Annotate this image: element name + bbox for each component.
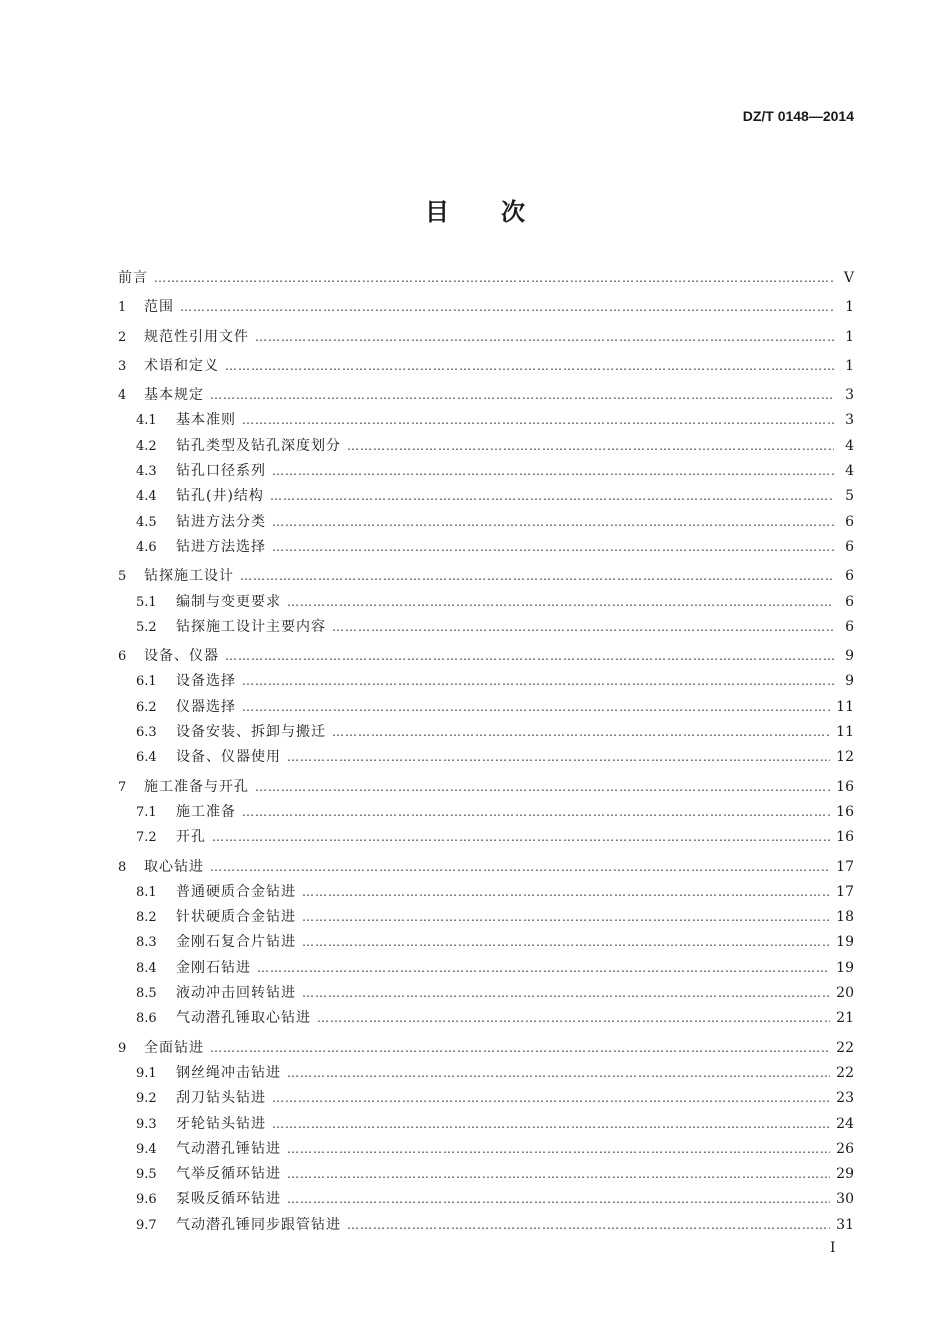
toc-leader-dots <box>287 1061 830 1086</box>
toc-entry-page: 4 <box>845 463 854 480</box>
toc-entry-number: 8.6 <box>136 1011 157 1027</box>
toc-entry-label: 范围 <box>144 299 174 316</box>
toc-entry-number: 7.2 <box>136 830 157 846</box>
toc-entry[interactable] <box>118 408 854 433</box>
toc-entry-page: 31 <box>836 1216 854 1233</box>
toc-entry-number: 7.1 <box>136 804 157 820</box>
page-title: 目次 <box>425 198 577 226</box>
toc-entry-number: 4.2 <box>136 438 157 454</box>
toc-leader-dots <box>210 1036 830 1061</box>
toc-entry[interactable] <box>118 720 854 745</box>
toc-leader-dots <box>242 408 834 433</box>
toc-leader-dots <box>287 1137 830 1162</box>
toc-entry-number: 6.1 <box>136 674 157 690</box>
toc-entry-number: 3 <box>118 358 127 374</box>
toc-entry[interactable] <box>118 459 854 484</box>
toc-entry-page: 11 <box>836 698 854 715</box>
toc-entry-number: 9.2 <box>136 1091 157 1107</box>
toc-leader-dots <box>255 325 834 350</box>
toc-entry-page: 19 <box>836 959 854 976</box>
toc-entry-page: 6 <box>845 538 854 555</box>
toc-entry-label: 钻孔类型及钻孔深度划分 <box>176 437 341 454</box>
toc-leader-dots <box>225 644 834 669</box>
toc-entry-label: 规范性引用文件 <box>144 328 249 345</box>
toc-leader-dots <box>212 825 830 850</box>
toc-entry[interactable] <box>118 825 854 850</box>
toc-entry-page: 1 <box>845 357 854 374</box>
toc-entry[interactable] <box>118 1162 854 1187</box>
toc-leader-dots <box>242 695 830 720</box>
toc-leader-dots <box>332 615 834 640</box>
toc-entry-label: 金刚石复合片钻进 <box>176 934 296 951</box>
toc-entry-label: 钻进方法选择 <box>176 538 266 555</box>
toc-entry-page: 3 <box>845 412 854 429</box>
toc-entry-page: 12 <box>836 749 854 766</box>
toc-entry-label: 泵吸反循环钻进 <box>176 1191 281 1208</box>
toc-entry[interactable] <box>118 669 854 694</box>
toc-entry[interactable] <box>118 775 854 800</box>
toc-entry-number: 5.2 <box>136 619 157 635</box>
toc-leader-dots <box>154 266 834 291</box>
toc-entry-page: 17 <box>836 858 854 875</box>
toc-entry-label: 液动冲击回转钻进 <box>176 985 296 1002</box>
toc-entry-number: 5.1 <box>136 594 157 610</box>
toc-entry-label: 设备选择 <box>176 673 236 690</box>
toc-entry-number: 1 <box>118 300 127 316</box>
toc-entry[interactable] <box>118 1137 854 1162</box>
toc-entry[interactable] <box>118 956 854 981</box>
toc-entry-number: 4.4 <box>136 489 157 505</box>
toc-entry-page: 21 <box>836 1010 854 1027</box>
toc-entry-label: 气动潜孔锤取心钻进 <box>176 1010 311 1027</box>
toc-entry-label: 钻进方法分类 <box>176 513 266 530</box>
toc-entry-page: 16 <box>836 778 854 795</box>
toc-entry-number: 9.4 <box>136 1141 157 1157</box>
toc-entry-page: 4 <box>845 437 854 454</box>
toc-entry[interactable] <box>118 295 854 320</box>
toc-entry-label: 施工准备 <box>176 803 236 820</box>
toc-entry-label: 钢丝绳冲击钻进 <box>176 1064 281 1081</box>
toc-entry-label: 仪器选择 <box>176 698 236 715</box>
toc-entry[interactable] <box>118 383 854 408</box>
toc-entry[interactable] <box>118 981 854 1006</box>
toc-entry[interactable] <box>118 800 854 825</box>
toc-leader-dots <box>255 775 830 800</box>
toc-entry[interactable] <box>118 1187 854 1212</box>
toc-entry-number: 7 <box>118 779 127 795</box>
table-of-contents <box>118 266 854 1238</box>
toc-entry-label: 术语和定义 <box>144 357 219 374</box>
toc-entry[interactable] <box>118 510 854 535</box>
toc-leader-dots <box>180 295 834 320</box>
toc-entry-label: 编制与变更要求 <box>176 593 281 610</box>
toc-entry[interactable] <box>118 880 854 905</box>
toc-entry-number: 9.5 <box>136 1167 157 1183</box>
toc-entry-page: 22 <box>836 1039 854 1056</box>
toc-entry-number: 6.2 <box>136 699 157 715</box>
toc-entry-label: 全面钻进 <box>144 1039 204 1056</box>
toc-entry[interactable] <box>118 930 854 955</box>
toc-entry-label: 钻探施工设计主要内容 <box>176 618 326 635</box>
toc-entry-number: 8 <box>118 859 127 875</box>
toc-leader-dots <box>240 564 834 589</box>
toc-entry-label: 取心钻进 <box>144 858 204 875</box>
toc-entry-label: 针状硬质合金钻进 <box>176 909 296 926</box>
toc-entry-label: 基本准则 <box>176 412 236 429</box>
toc-entry[interactable] <box>118 905 854 930</box>
toc-entry[interactable] <box>118 644 854 669</box>
toc-entry-label: 牙轮钻头钻进 <box>176 1115 266 1132</box>
toc-leader-dots <box>302 930 830 955</box>
toc-entry-number: 9.3 <box>136 1116 157 1132</box>
toc-entry-page: 24 <box>836 1115 854 1132</box>
document-code: DZ/T 0148—2014 <box>742 108 854 124</box>
toc-entry-page: 16 <box>836 803 854 820</box>
toc-entry-page: 1 <box>845 299 854 316</box>
toc-entry-label: 钻孔口径系列 <box>176 463 266 480</box>
toc-leader-dots <box>242 800 830 825</box>
toc-leader-dots <box>210 383 834 408</box>
toc-leader-dots <box>272 459 834 484</box>
toc-leader-dots <box>287 590 834 615</box>
toc-entry-number: 6.3 <box>136 725 157 741</box>
toc-entry[interactable] <box>118 325 854 350</box>
toc-entry-label: 开孔 <box>176 829 206 846</box>
toc-leader-dots <box>225 354 834 379</box>
toc-entry[interactable] <box>118 354 854 379</box>
toc-entry-number: 4.3 <box>136 464 157 480</box>
toc-entry-page: 17 <box>836 883 854 900</box>
toc-entry-page: 23 <box>836 1090 854 1107</box>
toc-leader-dots <box>242 669 834 694</box>
toc-entry-number: 4 <box>118 388 127 404</box>
toc-leader-dots <box>287 1187 830 1212</box>
toc-leader-dots <box>302 905 830 930</box>
toc-entry-number: 4.6 <box>136 539 157 555</box>
toc-leader-dots <box>302 880 830 905</box>
toc-entry-label: 钻孔(井)结构 <box>176 488 264 505</box>
toc-leader-dots <box>272 1112 830 1137</box>
toc-leader-dots <box>272 510 834 535</box>
toc-leader-dots <box>347 1213 830 1238</box>
toc-entry-number: 4.1 <box>136 413 157 429</box>
toc-entry-label: 施工准备与开孔 <box>144 778 249 795</box>
toc-entry-number: 5 <box>118 569 127 585</box>
toc-entry[interactable] <box>118 615 854 640</box>
toc-entry[interactable] <box>118 1006 854 1031</box>
page-number: Ⅰ <box>830 1240 836 1256</box>
toc-entry[interactable] <box>118 266 854 291</box>
toc-entry-number: 4.5 <box>136 514 157 530</box>
toc-entry-page: Ⅴ <box>843 270 854 286</box>
toc-entry-number: 8.4 <box>136 960 157 976</box>
toc-entry-page: 1 <box>845 328 854 345</box>
toc-entry-label: 刮刀钻头钻进 <box>176 1090 266 1107</box>
toc-entry-label: 气举反循环钻进 <box>176 1166 281 1183</box>
toc-leader-dots <box>317 1006 830 1031</box>
toc-entry-label: 设备安装、拆卸与搬迁 <box>176 724 326 741</box>
toc-entry-page: 20 <box>836 985 854 1002</box>
toc-entry-page: 6 <box>845 568 854 585</box>
toc-entry-label: 金刚石钻进 <box>176 959 251 976</box>
toc-entry-page: 16 <box>836 829 854 846</box>
toc-leader-dots <box>302 981 830 1006</box>
toc-entry-page: 5 <box>845 488 854 505</box>
toc-entry[interactable] <box>118 590 854 615</box>
toc-entry[interactable] <box>118 564 854 589</box>
toc-entry-number: 8.1 <box>136 884 157 900</box>
toc-entry-page: 6 <box>845 593 854 610</box>
toc-leader-dots <box>287 1162 830 1187</box>
toc-entry-page: 9 <box>845 648 854 665</box>
toc-entry-page: 11 <box>836 724 854 741</box>
toc-leader-dots <box>347 434 834 459</box>
toc-entry[interactable] <box>118 484 854 509</box>
toc-entry[interactable] <box>118 1213 854 1238</box>
toc-entry-label: 气动潜孔锤钻进 <box>176 1140 281 1157</box>
toc-entry-page: 22 <box>836 1064 854 1081</box>
toc-entry-number: 8.3 <box>136 935 157 951</box>
toc-entry[interactable] <box>118 434 854 459</box>
toc-leader-dots <box>272 535 834 560</box>
toc-leader-dots <box>272 1086 830 1111</box>
toc-entry-number: 2 <box>118 329 127 345</box>
toc-entry-label: 设备、仪器使用 <box>176 749 281 766</box>
toc-entry-label: 前言 <box>118 270 148 286</box>
toc-entry-label: 钻探施工设计 <box>144 568 234 585</box>
toc-entry-label: 普通硬质合金钻进 <box>176 883 296 900</box>
toc-entry-page: 3 <box>845 387 854 404</box>
toc-leader-dots <box>332 720 830 745</box>
toc-entry-page: 19 <box>836 934 854 951</box>
toc-leader-dots <box>270 484 834 509</box>
toc-entry-number: 9.7 <box>136 1217 157 1233</box>
toc-entry[interactable] <box>118 695 854 720</box>
toc-entry-number: 8.2 <box>136 910 157 926</box>
toc-entry-page: 9 <box>845 673 854 690</box>
toc-entry-number: 8.5 <box>136 986 157 1002</box>
toc-entry-number: 6 <box>118 649 127 665</box>
toc-entry[interactable] <box>118 1112 854 1137</box>
toc-entry[interactable] <box>118 1086 854 1111</box>
toc-leader-dots <box>287 745 830 770</box>
toc-entry-page: 18 <box>836 909 854 926</box>
toc-entry-label: 设备、仪器 <box>144 648 219 665</box>
toc-entry-number: 6.4 <box>136 750 157 766</box>
toc-entry[interactable] <box>118 1036 854 1061</box>
toc-entry-page: 26 <box>836 1140 854 1157</box>
toc-entry[interactable] <box>118 535 854 560</box>
toc-entry-page: 6 <box>845 618 854 635</box>
toc-leader-dots <box>210 855 830 880</box>
toc-entry-page: 6 <box>845 513 854 530</box>
toc-entry-page: 30 <box>836 1191 854 1208</box>
toc-entry[interactable] <box>118 1061 854 1086</box>
toc-entry[interactable] <box>118 745 854 770</box>
toc-entry-page: 29 <box>836 1166 854 1183</box>
toc-entry[interactable] <box>118 855 854 880</box>
toc-entry-label: 基本规定 <box>144 387 204 404</box>
toc-entry-label: 气动潜孔锤同步跟管钻进 <box>176 1216 341 1233</box>
toc-entry-number: 9 <box>118 1040 127 1056</box>
toc-leader-dots <box>257 956 830 981</box>
toc-entry-number: 9.6 <box>136 1192 157 1208</box>
toc-entry-number: 9.1 <box>136 1065 157 1081</box>
